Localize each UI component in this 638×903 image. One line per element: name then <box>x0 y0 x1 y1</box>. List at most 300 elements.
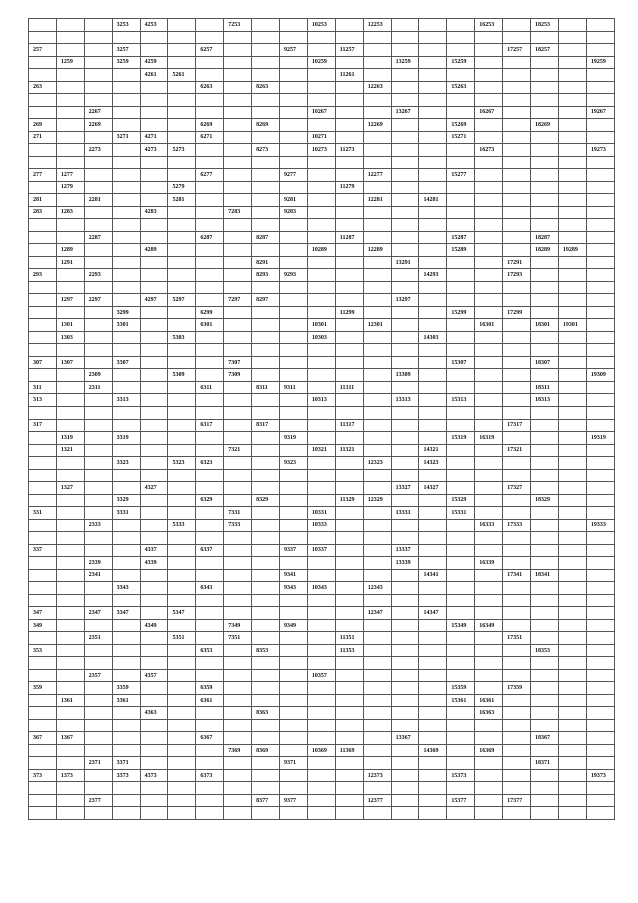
table-cell <box>363 219 391 232</box>
table-cell <box>252 369 280 382</box>
table-cell <box>391 582 419 595</box>
table-cell <box>252 44 280 57</box>
table-cell: 3343 <box>112 582 140 595</box>
table-cell <box>280 769 308 782</box>
table-cell: 13339 <box>391 557 419 570</box>
table-cell: 17321 <box>503 444 531 457</box>
table-cell <box>391 331 419 344</box>
table-cell: 12347 <box>363 607 391 620</box>
table-cell <box>307 657 335 670</box>
table-cell <box>391 457 419 470</box>
table-row <box>29 244 615 257</box>
table-cell <box>112 369 140 382</box>
table-cell <box>586 732 614 745</box>
table-cell <box>168 532 196 545</box>
table-cell <box>140 594 168 607</box>
table-cell <box>335 732 363 745</box>
table-cell <box>531 769 559 782</box>
table-cell: 4271 <box>140 131 168 144</box>
table-cell <box>503 757 531 770</box>
table-row <box>29 256 615 269</box>
table-cell <box>307 619 335 632</box>
table-cell <box>112 707 140 720</box>
table-cell: 3271 <box>112 131 140 144</box>
table-cell <box>586 557 614 570</box>
table-cell <box>140 231 168 244</box>
table-cell: 11311 <box>335 381 363 394</box>
table-cell <box>252 444 280 457</box>
table-cell <box>391 281 419 294</box>
table-cell <box>531 344 559 357</box>
table-cell <box>531 619 559 632</box>
table-cell: 18301 <box>531 319 559 332</box>
table-cell <box>363 744 391 757</box>
table-cell: 3331 <box>112 507 140 520</box>
table-cell <box>558 644 586 657</box>
table-cell <box>363 732 391 745</box>
table-cell <box>391 31 419 44</box>
table-cell: 13297 <box>391 294 419 307</box>
table-cell <box>29 457 57 470</box>
table-cell <box>168 19 196 32</box>
table-cell: 6361 <box>196 694 224 707</box>
table-cell: 4283 <box>140 206 168 219</box>
table-cell <box>224 482 252 495</box>
table-cell: 331 <box>29 507 57 520</box>
table-row <box>29 44 615 57</box>
table-cell <box>252 757 280 770</box>
table-cell <box>140 306 168 319</box>
table-cell <box>168 694 196 707</box>
table-cell: 5347 <box>168 607 196 620</box>
table-cell <box>475 657 503 670</box>
table-cell <box>531 206 559 219</box>
table-cell: 12377 <box>363 794 391 807</box>
table-cell <box>447 219 475 232</box>
table-cell <box>84 732 112 745</box>
table-cell <box>84 532 112 545</box>
table-cell: 2351 <box>84 632 112 645</box>
table-cell <box>391 594 419 607</box>
table-cell: 12269 <box>363 119 391 132</box>
table-cell <box>475 81 503 94</box>
table-cell <box>252 519 280 532</box>
table-cell <box>252 669 280 682</box>
table-cell <box>558 444 586 457</box>
table-cell <box>586 394 614 407</box>
table-cell <box>391 181 419 194</box>
table-cell <box>447 757 475 770</box>
table-cell <box>586 94 614 107</box>
table-cell <box>196 607 224 620</box>
table-cell <box>280 19 308 32</box>
table-cell <box>475 457 503 470</box>
table-cell <box>29 469 57 482</box>
table-cell <box>168 306 196 319</box>
table-cell <box>586 657 614 670</box>
table-row <box>29 719 615 732</box>
table-cell <box>475 331 503 344</box>
table-cell <box>447 519 475 532</box>
table-cell: 10273 <box>307 144 335 157</box>
table-cell <box>280 406 308 419</box>
table-cell <box>280 56 308 69</box>
table-cell <box>419 106 447 119</box>
table-cell <box>335 169 363 182</box>
table-cell <box>475 206 503 219</box>
table-cell <box>419 769 447 782</box>
table-cell <box>252 507 280 520</box>
table-cell <box>280 519 308 532</box>
table-cell <box>586 244 614 257</box>
table-cell <box>447 281 475 294</box>
table-cell <box>475 644 503 657</box>
table-cell <box>140 269 168 282</box>
table-cell: 9283 <box>280 206 308 219</box>
table-cell <box>586 507 614 520</box>
table-cell <box>280 331 308 344</box>
table-cell <box>196 144 224 157</box>
table-cell <box>503 394 531 407</box>
table-cell <box>56 794 84 807</box>
table-cell <box>558 794 586 807</box>
table-cell <box>335 319 363 332</box>
table-cell: 16301 <box>475 319 503 332</box>
table-cell <box>168 569 196 582</box>
table-cell <box>84 744 112 757</box>
table-cell <box>307 231 335 244</box>
table-cell <box>112 219 140 232</box>
table-cell <box>224 694 252 707</box>
table-cell <box>335 469 363 482</box>
table-cell <box>447 594 475 607</box>
table-cell <box>503 31 531 44</box>
table-cell: 3259 <box>112 56 140 69</box>
table-cell: 3253 <box>112 19 140 32</box>
table-cell: 19301 <box>558 319 586 332</box>
table-cell <box>140 532 168 545</box>
table-cell <box>56 494 84 507</box>
table-cell: 2341 <box>84 569 112 582</box>
table-cell <box>363 682 391 695</box>
table-cell: 13367 <box>391 732 419 745</box>
table-cell: 6299 <box>196 306 224 319</box>
table-cell <box>363 381 391 394</box>
table-cell: 311 <box>29 381 57 394</box>
table-cell <box>196 432 224 445</box>
table-cell: 12373 <box>363 769 391 782</box>
table-cell <box>475 544 503 557</box>
table-cell: 6337 <box>196 544 224 557</box>
table-cell: 9343 <box>280 582 308 595</box>
table-cell <box>252 619 280 632</box>
table-cell <box>503 131 531 144</box>
table-row <box>29 494 615 507</box>
table-cell <box>307 807 335 820</box>
table-cell <box>112 381 140 394</box>
table-cell <box>363 594 391 607</box>
table-cell: 15359 <box>447 682 475 695</box>
table-cell <box>391 269 419 282</box>
table-cell <box>363 256 391 269</box>
table-cell: 11299 <box>335 306 363 319</box>
number-grid-table <box>28 18 615 820</box>
table-cell: 13313 <box>391 394 419 407</box>
table-cell <box>56 156 84 169</box>
table-cell <box>531 181 559 194</box>
table-cell: 18307 <box>531 356 559 369</box>
table-cell <box>112 744 140 757</box>
table-cell <box>84 694 112 707</box>
table-cell <box>586 294 614 307</box>
table-cell <box>252 732 280 745</box>
table-cell <box>391 81 419 94</box>
table-cell <box>391 94 419 107</box>
table-cell <box>447 632 475 645</box>
table-cell: 4273 <box>140 144 168 157</box>
table-cell: 18329 <box>531 494 559 507</box>
table-cell <box>586 619 614 632</box>
table-row <box>29 331 615 344</box>
table-cell <box>112 532 140 545</box>
table-cell <box>56 544 84 557</box>
table-cell <box>29 406 57 419</box>
table-cell: 16333 <box>475 519 503 532</box>
table-cell <box>503 607 531 620</box>
table-cell: 9371 <box>280 757 308 770</box>
table-cell <box>56 457 84 470</box>
table-cell <box>196 194 224 207</box>
table-cell <box>252 169 280 182</box>
table-cell <box>196 594 224 607</box>
table-cell <box>84 406 112 419</box>
table-cell <box>558 31 586 44</box>
table-cell <box>196 206 224 219</box>
table-cell <box>503 244 531 257</box>
table-cell: 3323 <box>112 457 140 470</box>
table-cell <box>252 807 280 820</box>
table-cell <box>307 94 335 107</box>
table-cell: 19309 <box>586 369 614 382</box>
table-cell <box>391 19 419 32</box>
table-cell: 18257 <box>531 44 559 57</box>
table-cell: 1373 <box>56 769 84 782</box>
table-cell <box>447 807 475 820</box>
table-cell <box>363 356 391 369</box>
table-cell <box>503 94 531 107</box>
table-cell <box>112 519 140 532</box>
table-cell <box>112 619 140 632</box>
table-cell: 6343 <box>196 582 224 595</box>
table-cell <box>56 44 84 57</box>
table-cell <box>252 432 280 445</box>
table-cell: 16273 <box>475 144 503 157</box>
table-cell <box>335 369 363 382</box>
table-cell <box>419 244 447 257</box>
table-cell <box>168 31 196 44</box>
table-cell <box>140 194 168 207</box>
table-cell <box>531 256 559 269</box>
table-cell: 10271 <box>307 131 335 144</box>
table-cell <box>363 532 391 545</box>
table-cell <box>558 582 586 595</box>
table-cell <box>29 744 57 757</box>
table-cell <box>391 419 419 432</box>
table-row <box>29 131 615 144</box>
table-cell <box>140 444 168 457</box>
table-cell: 3319 <box>112 432 140 445</box>
table-cell <box>252 244 280 257</box>
table-row <box>29 807 615 820</box>
table-cell <box>419 69 447 82</box>
table-cell: 4337 <box>140 544 168 557</box>
table-cell <box>252 719 280 732</box>
table-cell <box>363 519 391 532</box>
table-cell <box>363 632 391 645</box>
table-cell <box>335 81 363 94</box>
table-cell <box>280 256 308 269</box>
table-cell <box>531 719 559 732</box>
table-cell: 367 <box>29 732 57 745</box>
table-cell <box>280 632 308 645</box>
table-cell <box>280 106 308 119</box>
table-row <box>29 644 615 657</box>
table-cell: 11257 <box>335 44 363 57</box>
table-cell <box>363 757 391 770</box>
table-cell <box>363 344 391 357</box>
table-cell <box>224 394 252 407</box>
table-cell: 5297 <box>168 294 196 307</box>
table-cell <box>56 682 84 695</box>
table-cell: 1259 <box>56 56 84 69</box>
table-cell <box>112 344 140 357</box>
table-cell <box>503 732 531 745</box>
table-cell: 7331 <box>224 507 252 520</box>
table-cell <box>84 56 112 69</box>
table-cell <box>112 69 140 82</box>
table-cell <box>56 719 84 732</box>
table-cell <box>224 31 252 44</box>
table-cell <box>475 31 503 44</box>
table-cell: 7253 <box>224 19 252 32</box>
table-cell <box>531 782 559 795</box>
table-cell <box>447 744 475 757</box>
table-cell <box>335 594 363 607</box>
table-cell <box>391 657 419 670</box>
table-cell <box>558 619 586 632</box>
table-cell: 14327 <box>419 482 447 495</box>
table-cell <box>335 669 363 682</box>
table-cell <box>363 694 391 707</box>
table-cell: 17299 <box>503 306 531 319</box>
table-cell: 12253 <box>363 19 391 32</box>
table-cell <box>586 632 614 645</box>
table-cell <box>112 169 140 182</box>
table-cell <box>586 344 614 357</box>
table-cell <box>224 582 252 595</box>
table-cell <box>558 119 586 132</box>
table-cell <box>112 144 140 157</box>
table-cell <box>475 494 503 507</box>
table-cell <box>475 356 503 369</box>
table-cell: 3347 <box>112 607 140 620</box>
table-row <box>29 507 615 520</box>
table-cell <box>112 469 140 482</box>
table-cell <box>531 707 559 720</box>
table-cell <box>56 144 84 157</box>
table-cell <box>168 281 196 294</box>
table-cell <box>475 244 503 257</box>
table-cell <box>447 256 475 269</box>
table-row <box>29 319 615 332</box>
table-cell: 10253 <box>307 19 335 32</box>
table-cell <box>531 482 559 495</box>
table-cell: 1291 <box>56 256 84 269</box>
table-cell <box>112 444 140 457</box>
table-cell <box>419 169 447 182</box>
table-cell: 10259 <box>307 56 335 69</box>
table-cell <box>363 569 391 582</box>
table-cell <box>307 169 335 182</box>
table-cell <box>419 619 447 632</box>
table-cell <box>363 719 391 732</box>
table-cell <box>391 44 419 57</box>
table-cell <box>224 194 252 207</box>
table-cell <box>447 557 475 570</box>
table-cell <box>280 732 308 745</box>
table-cell: 17327 <box>503 482 531 495</box>
table-cell <box>56 569 84 582</box>
table-cell <box>419 632 447 645</box>
table-cell <box>363 669 391 682</box>
table-cell <box>475 369 503 382</box>
table-cell <box>307 482 335 495</box>
table-cell <box>558 694 586 707</box>
table-cell: 10303 <box>307 331 335 344</box>
table-cell <box>586 406 614 419</box>
table-cell <box>224 532 252 545</box>
table-cell <box>391 807 419 820</box>
table-cell <box>475 419 503 432</box>
table-cell <box>586 19 614 32</box>
table-cell <box>168 394 196 407</box>
table-cell <box>29 569 57 582</box>
table-cell <box>419 131 447 144</box>
table-cell: 19289 <box>558 244 586 257</box>
table-cell <box>391 782 419 795</box>
table-cell <box>391 244 419 257</box>
table-cell <box>252 219 280 232</box>
table-row <box>29 582 615 595</box>
table-cell <box>335 194 363 207</box>
table-cell <box>280 507 308 520</box>
table-cell <box>112 231 140 244</box>
table-cell <box>56 744 84 757</box>
table-cell <box>558 256 586 269</box>
table-cell <box>280 244 308 257</box>
table-cell <box>168 56 196 69</box>
table-cell <box>56 469 84 482</box>
table-cell <box>531 144 559 157</box>
table-cell <box>391 319 419 332</box>
table-cell: 3359 <box>112 682 140 695</box>
table-cell <box>558 494 586 507</box>
table-cell <box>224 544 252 557</box>
table-cell <box>531 306 559 319</box>
table-cell <box>168 156 196 169</box>
table-cell <box>29 219 57 232</box>
table-cell <box>503 69 531 82</box>
